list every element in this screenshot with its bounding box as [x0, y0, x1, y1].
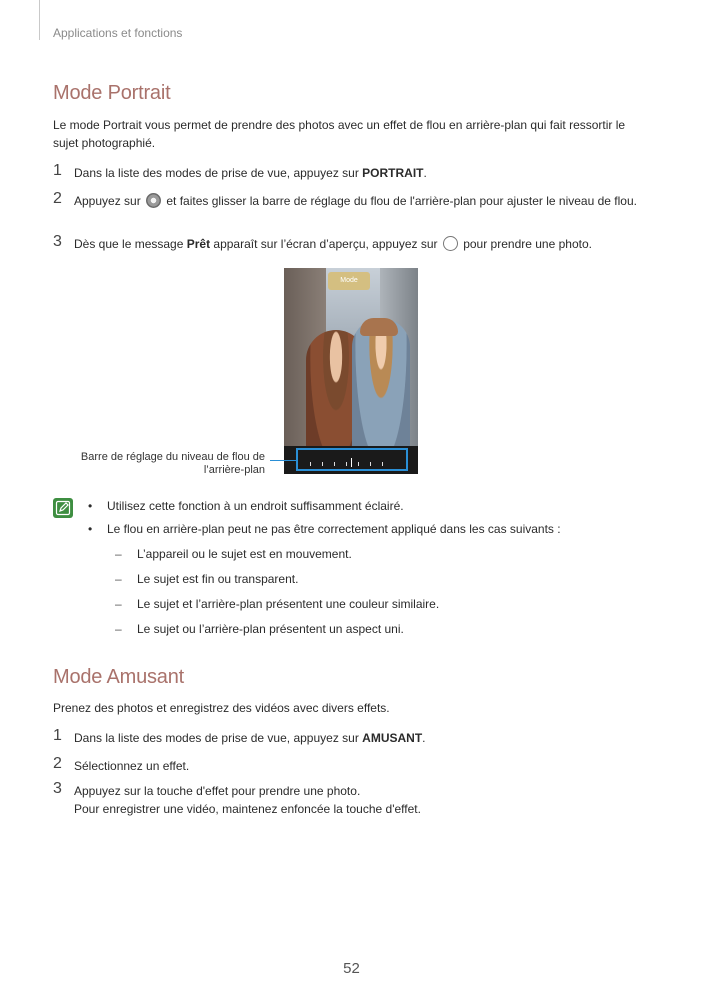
step-number: 3: [53, 233, 62, 250]
portrait-preview-photo: [284, 268, 418, 474]
note-subitem: – L’appareil ou le sujet est en mouvement.: [115, 547, 352, 561]
note-subitem: – Le sujet et l’arrière-plan présentent une couleur similaire.: [115, 597, 440, 611]
mode-badge: Mode: [328, 272, 370, 290]
callout-highlight-box: [296, 448, 408, 471]
note-bullet: • Utilisez cette fonction à un endroit suffisamment éclairé.: [88, 499, 404, 513]
portrait-step-3: [53, 235, 653, 253]
step-number: 2: [53, 755, 62, 772]
note-subitem: – Le sujet ou l’arrière-plan présentent un aspect uni.: [115, 622, 404, 636]
hat: [360, 318, 398, 336]
gear-icon: [146, 193, 161, 208]
section-title-portrait: Mode Portrait: [53, 82, 171, 104]
step-number: 1: [53, 162, 62, 179]
step-number: 1: [53, 727, 62, 744]
step-number: 3: [53, 780, 62, 797]
portrait-step-1: [53, 164, 653, 182]
step-number: 2: [53, 190, 62, 207]
step-text: Dès que le message Prêt apparaît sur l’écran d’aperçu, appuyez sur pour prendre une photo.: [74, 237, 592, 251]
shutter-icon: [443, 236, 458, 251]
step-text: Sélectionnez un effet.: [74, 759, 190, 773]
running-header: Applications et fonctions: [53, 26, 183, 40]
step-text: Dans la liste des modes de prise de vue, appuyez sur AMUSANT.: [74, 731, 426, 745]
pencil-note-icon: [53, 498, 73, 518]
amusant-step-3: [53, 782, 653, 818]
note-subitem: – Le sujet est fin ou transparent.: [115, 572, 299, 586]
amusant-step-2: [53, 757, 653, 775]
header-rule: [39, 0, 40, 40]
section-title-amusant: Mode Amusant: [53, 666, 185, 688]
step-text: Dans la liste des modes de prise de vue, appuyez sur PORTRAIT.: [74, 166, 427, 180]
step-text: Appuyez sur la touche d'effet pour prendre une photo. Pour enregistrer une vidéo, maintenez enfoncée la touche d'effet.: [74, 784, 421, 816]
portrait-intro: Le mode Portrait vous permet de prendre des photos avec un effet de flou en arrière-plan qui fait ressortir le sujet photographié.: [53, 118, 626, 150]
note-bullet: • Le flou en arrière-plan peut ne pas être correctement appliqué dans les cas suivants :: [88, 522, 561, 536]
amusant-intro: Prenez des photos et enregistrez des vidéos avec divers effets.: [53, 701, 390, 715]
portrait-step-2: [53, 192, 643, 210]
callout-label: Barre de réglage du niveau de flou de l’arrière-plan: [80, 451, 265, 476]
amusant-step-1: [53, 729, 653, 747]
page-number: 52: [343, 960, 360, 977]
step-text: Appuyez sur et faites glisser la barre de réglage du flou de l'arrière-plan pour ajuster le niveau de flou.: [74, 194, 637, 208]
callout-line: [270, 460, 296, 461]
